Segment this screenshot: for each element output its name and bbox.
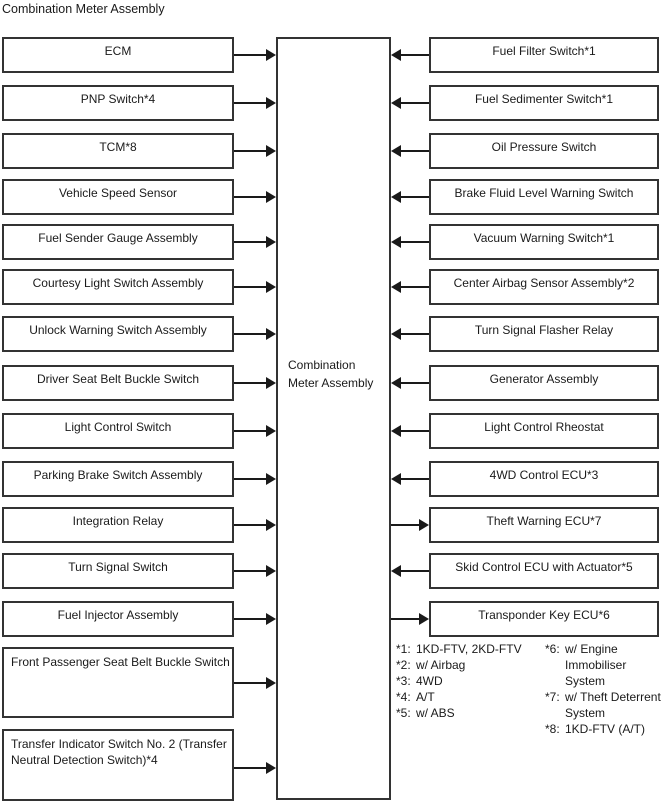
footnote-text: 1KD-FTV (A/T): [565, 722, 645, 736]
arrow-head-icon: [419, 613, 429, 625]
node-theft-warning-ecu-7: [429, 507, 659, 543]
node-vehicle-speed-sensor: [2, 179, 234, 215]
arrow-fuel-sender-gauge-assembly-to-meter: [234, 236, 276, 248]
arrow-ecm-to-meter: [234, 49, 276, 61]
arrow-head-icon: [391, 425, 401, 437]
arrow-shaft: [399, 382, 429, 384]
arrow-shaft: [234, 524, 268, 526]
arrow-turn-signal-flasher-relay-to-meter: [391, 328, 429, 340]
footnote-marker: *6:: [545, 642, 560, 656]
arrow-driver-seat-belt-buckle-switch-to-meter: [234, 377, 276, 389]
node-label: Fuel Sender Gauge Assembly: [38, 231, 198, 245]
footnote-text: w/ Theft Deterrent System: [565, 690, 661, 720]
footnote-text: A/T: [416, 690, 435, 704]
node-label: Oil Pressure Switch: [491, 140, 597, 154]
footnote-5: [396, 705, 531, 721]
arrow-shaft: [391, 524, 421, 526]
arrow-head-icon: [266, 328, 276, 340]
arrow-shaft: [399, 430, 429, 432]
footnote-text: w/ Airbag: [416, 658, 466, 672]
arrow-turn-signal-switch-to-meter: [234, 565, 276, 577]
node-ecm: [2, 37, 234, 73]
footnote-text: w/ Engine Immobiliser System: [565, 642, 627, 688]
arrow-shaft: [399, 286, 429, 288]
footnote-3: [396, 673, 531, 689]
arrow-head-icon: [391, 328, 401, 340]
arrow-head-icon: [266, 677, 276, 689]
footnote-1: [396, 641, 531, 657]
arrow-oil-pressure-switch-to-meter: [391, 145, 429, 157]
node-4wd-control-ecu-3: [429, 461, 659, 497]
footnote-marker: *4:: [396, 690, 411, 704]
arrow-fuel-filter-switch-1-to-meter: [391, 49, 429, 61]
footnote-marker: *7:: [545, 690, 560, 704]
footnote-marker: *1:: [396, 642, 411, 656]
arrow-shaft: [234, 618, 268, 620]
node-generator-assembly: [429, 365, 659, 401]
arrow-head-icon: [266, 565, 276, 577]
center-node-label: Combination Meter Assembly: [288, 358, 374, 390]
arrow-tcm-8-to-meter: [234, 145, 276, 157]
arrow-vehicle-speed-sensor-to-meter: [234, 191, 276, 203]
arrow-shaft: [234, 382, 268, 384]
arrow-shaft: [234, 286, 268, 288]
arrow-shaft: [399, 102, 429, 104]
arrow-brake-fluid-level-warning-switch-to-meter: [391, 191, 429, 203]
arrow-shaft: [399, 241, 429, 243]
arrow-head-icon: [391, 145, 401, 157]
arrow-skid-control-ecu-with-actuator-5-to-meter: [391, 565, 429, 577]
arrow-shaft: [399, 570, 429, 572]
arrow-shaft: [391, 618, 421, 620]
footnote-column-1: [396, 641, 531, 721]
arrow-shaft: [234, 102, 268, 104]
arrow-integration-relay-to-meter: [234, 519, 276, 531]
arrow-head-icon: [391, 97, 401, 109]
center-node-combination-meter-assembly: [276, 37, 391, 800]
node-transponder-key-ecu-6: [429, 601, 659, 637]
arrow-shaft: [234, 767, 268, 769]
node-pnp-switch-4: [2, 85, 234, 121]
node-label: Theft Warning ECU*7: [486, 514, 602, 528]
node-unlock-warning-switch-assembly: [2, 316, 234, 352]
arrow-head-icon: [419, 519, 429, 531]
arrow-head-icon: [266, 145, 276, 157]
node-label: Skid Control ECU with Actuator*5: [455, 560, 633, 574]
node-label: Integration Relay: [72, 514, 164, 528]
node-label: Turn Signal Switch: [68, 560, 168, 574]
arrow-shaft: [234, 430, 268, 432]
footnote-marker: *3:: [396, 674, 411, 688]
node-label: Fuel Sedimenter Switch*1: [474, 92, 614, 106]
node-label: Courtesy Light Switch Assembly: [32, 276, 204, 290]
node-label: Center Airbag Sensor Assembly*2: [453, 276, 635, 290]
arrow-head-icon: [266, 519, 276, 531]
node-label: Parking Brake Switch Assembly: [33, 468, 203, 482]
arrow-head-icon: [266, 377, 276, 389]
arrow-head-icon: [266, 97, 276, 109]
arrow-head-icon: [391, 473, 401, 485]
arrow-theft-warning-ecu-7-from-meter: [391, 519, 429, 531]
arrow-shaft: [234, 150, 268, 152]
arrow-transponder-key-ecu-6-from-meter: [391, 613, 429, 625]
node-label: Turn Signal Flasher Relay: [474, 323, 614, 337]
node-front-passenger-seat-belt-buckle-switch: [2, 647, 234, 718]
node-fuel-injector-assembly: [2, 601, 234, 637]
arrow-head-icon: [266, 473, 276, 485]
node-label: Fuel Filter Switch*1: [492, 44, 596, 58]
footnote-column-2: [545, 641, 662, 737]
node-label: 4WD Control ECU*3: [489, 468, 599, 482]
node-oil-pressure-switch: [429, 133, 659, 169]
arrow-generator-assembly-to-meter: [391, 377, 429, 389]
node-label: Generator Assembly: [489, 372, 599, 386]
arrow-shaft: [399, 196, 429, 198]
arrow-head-icon: [391, 377, 401, 389]
arrow-vacuum-warning-switch-1-to-meter: [391, 236, 429, 248]
node-skid-control-ecu-with-actuator-5: [429, 553, 659, 589]
arrow-light-control-switch-to-meter: [234, 425, 276, 437]
arrow-light-control-rheostat-to-meter: [391, 425, 429, 437]
node-label: Light Control Rheostat: [484, 420, 604, 434]
arrow-shaft: [234, 54, 268, 56]
node-label: Fuel Injector Assembly: [57, 608, 179, 622]
arrow-head-icon: [266, 236, 276, 248]
node-fuel-sedimenter-switch-1: [429, 85, 659, 121]
arrow-transfer-indicator-switch-no-2-transfer-neutral-detection-switch-4-to-meter: [234, 762, 276, 774]
arrow-pnp-switch-4-to-meter: [234, 97, 276, 109]
node-fuel-filter-switch-1: [429, 37, 659, 73]
arrow-parking-brake-switch-assembly-to-meter: [234, 473, 276, 485]
arrow-shaft: [234, 196, 268, 198]
diagram-title: Combination Meter Assembly: [2, 2, 165, 16]
arrow-head-icon: [266, 762, 276, 774]
footnote-text: 4WD: [416, 674, 443, 688]
footnote-marker: *8:: [545, 722, 560, 736]
arrow-head-icon: [266, 425, 276, 437]
node-label: Transponder Key ECU*6: [478, 608, 610, 622]
node-label: Front Passenger Seat Belt Buckle Switch: [11, 655, 230, 669]
arrow-head-icon: [391, 565, 401, 577]
node-parking-brake-switch-assembly: [2, 461, 234, 497]
arrow-head-icon: [266, 613, 276, 625]
node-fuel-sender-gauge-assembly: [2, 224, 234, 260]
footnote-8: [545, 721, 662, 737]
node-transfer-indicator-switch-no-2-transfer-neutral-detection-switch-4: [2, 729, 234, 801]
node-label: Light Control Switch: [64, 420, 172, 434]
arrow-shaft: [234, 333, 268, 335]
arrow-shaft: [234, 682, 268, 684]
arrow-shaft: [399, 478, 429, 480]
arrow-fuel-injector-assembly-to-meter: [234, 613, 276, 625]
node-label: Vehicle Speed Sensor: [58, 186, 178, 200]
node-label: Brake Fluid Level Warning Switch: [454, 186, 634, 200]
node-brake-fluid-level-warning-switch: [429, 179, 659, 215]
node-turn-signal-flasher-relay: [429, 316, 659, 352]
node-driver-seat-belt-buckle-switch: [2, 365, 234, 401]
arrow-head-icon: [266, 191, 276, 203]
node-turn-signal-switch: [2, 553, 234, 589]
node-light-control-switch: [2, 413, 234, 449]
node-courtesy-light-switch-assembly: [2, 269, 234, 305]
node-label: TCM*8: [99, 140, 137, 154]
arrow-shaft: [399, 333, 429, 335]
footnote-marker: *2:: [396, 658, 411, 672]
footnote-2: [396, 657, 531, 673]
node-integration-relay: [2, 507, 234, 543]
node-label: Transfer Indicator Switch No. 2 (Transfer Neutral Detection Switch)*4: [11, 737, 227, 767]
arrow-4wd-control-ecu-3-to-meter: [391, 473, 429, 485]
footnote-4: [396, 689, 531, 705]
footnote-text: w/ ABS: [416, 706, 455, 720]
footnote-marker: *5:: [396, 706, 411, 720]
arrow-head-icon: [391, 191, 401, 203]
arrow-head-icon: [391, 281, 401, 293]
node-label: Driver Seat Belt Buckle Switch: [36, 372, 200, 386]
node-tcm-8: [2, 133, 234, 169]
footnote-text: 1KD-FTV, 2KD-FTV: [416, 642, 522, 656]
arrow-head-icon: [391, 49, 401, 61]
node-label: Vacuum Warning Switch*1: [473, 231, 615, 245]
footnote-7: [545, 689, 662, 721]
arrow-shaft: [399, 150, 429, 152]
arrow-front-passenger-seat-belt-buckle-switch-to-meter: [234, 677, 276, 689]
arrow-head-icon: [266, 49, 276, 61]
node-label: Unlock Warning Switch Assembly: [29, 323, 207, 337]
node-vacuum-warning-switch-1: [429, 224, 659, 260]
node-label: ECM: [104, 44, 132, 58]
footnote-6: [545, 641, 662, 689]
arrow-center-airbag-sensor-assembly-2-to-meter: [391, 281, 429, 293]
node-center-airbag-sensor-assembly-2: [429, 269, 659, 305]
arrow-courtesy-light-switch-assembly-to-meter: [234, 281, 276, 293]
arrow-shaft: [234, 570, 268, 572]
arrow-shaft: [399, 54, 429, 56]
arrow-shaft: [234, 478, 268, 480]
arrow-head-icon: [391, 236, 401, 248]
arrow-fuel-sedimenter-switch-1-to-meter: [391, 97, 429, 109]
arrow-head-icon: [266, 281, 276, 293]
node-light-control-rheostat: [429, 413, 659, 449]
arrow-unlock-warning-switch-assembly-to-meter: [234, 328, 276, 340]
arrow-shaft: [234, 241, 268, 243]
node-label: PNP Switch*4: [80, 92, 156, 106]
